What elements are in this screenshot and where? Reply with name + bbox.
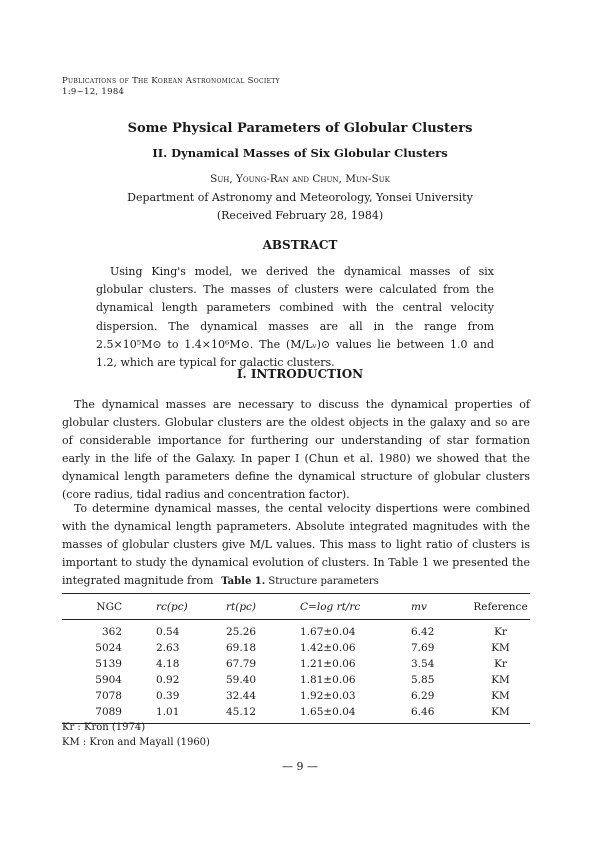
paper-subtitle: II. Dynamical Masses of Six Globular Clusters [152, 146, 448, 160]
received-date: (Received February 28, 1984) [216, 209, 384, 222]
table-cell: 5.85 [411, 674, 435, 686]
table-cell: 0.39 [156, 690, 180, 702]
table-row [62, 688, 530, 704]
structure-parameters-table [62, 593, 530, 724]
table-cell: 1.67±0.04 [300, 626, 356, 638]
table-row [62, 640, 530, 656]
table-cell: 1.81±0.06 [300, 674, 356, 686]
col-reference: Reference [473, 600, 528, 613]
table-cell: KM [491, 674, 510, 686]
journal-volume: 1:9~12, 1984 [62, 87, 125, 97]
table-caption-text: Structure parameters [268, 576, 379, 587]
table-cell: 25.26 [226, 626, 257, 638]
table-cell: 1.42±0.06 [300, 642, 356, 654]
table-row [62, 620, 530, 641]
table-row [62, 704, 530, 724]
table-header-row [62, 594, 530, 620]
col-rc: rc(pc) [156, 600, 188, 613]
table-cell: KM [491, 690, 510, 702]
table-cell: 0.92 [156, 674, 180, 686]
table-caption [0, 576, 600, 587]
col-ngc: NGC [96, 600, 122, 613]
table-cell: 1.21±0.06 [300, 658, 356, 670]
table-cell: 7078 [95, 690, 122, 702]
table-cell: 4.18 [156, 658, 180, 670]
journal-header [62, 76, 280, 98]
introduction-heading: I. INTRODUCTION [236, 367, 364, 381]
table-cell: 5904 [95, 674, 122, 686]
table-cell: 1.65±0.04 [300, 706, 356, 718]
table-cell: 45.12 [226, 706, 257, 718]
intro-paragraph-1: The dynamical masses are necessary to discuss the dynamical properties of globular clusters. Globular clusters are the oldest objects in the galaxy and so are of considerable importance for furthering our understanding of star formation early in the life of the Galaxy. In paper I (Chun et al. 1980) we showed that the dynamical length parameters define the dynamical structure of globular clusters (core radius, tidal radius and concentration factor). [62, 398, 530, 501]
abstract-text: Using King's model, we derived the dynamical masses of six globular clusters. The masses of clusters were calculated from the dynamical length parameters combined with the central velocity dispersion. The dynamical masses are all in the range from 2.5×10⁵M⊙ to 1.4×10⁶M⊙. The (M/Lᵥ)⊙ values lie between 1.0 and 1.2, which are typical for galactic clusters. [96, 265, 494, 370]
journal-name: Publications of The Korean Astronomical Society [62, 76, 280, 86]
table-cell: 7089 [95, 706, 122, 718]
paper-title: Some Physical Parameters of Globular Clusters [127, 121, 473, 136]
table-cell: 59.40 [226, 674, 257, 686]
table-note-km: KM : Kron and Mayall (1960) [62, 737, 210, 748]
abstract-heading: ABSTRACT [262, 238, 338, 252]
table-cell: 3.54 [411, 658, 435, 670]
table-cell: 5024 [95, 642, 122, 654]
table-cell: Kr [494, 626, 507, 638]
table-cell: 1.01 [156, 706, 180, 718]
table-row [62, 672, 530, 688]
table-cell: 7.69 [411, 642, 435, 654]
intro-paragraph-2: To determine dynamical masses, the cental velocity dispertions were combined with the dynamical length paprameters. Absolute integrated magnitudes with the masses of globular clusters give M/L values. This mass to light ratio of clusters is important to study the dynamical evolution of clusters. In Table 1 we presented the integrated magnitude from [62, 502, 530, 587]
table-note-kr: Kr : Kron (1974) [62, 722, 146, 733]
table-cell: 1.92±0.03 [300, 690, 356, 702]
table-cell: 69.18 [226, 642, 257, 654]
table-cell: 362 [101, 626, 122, 638]
page-number: — 9 — [282, 760, 318, 773]
table-cell: Kr [494, 658, 507, 670]
table-cell: 2.63 [156, 642, 180, 654]
table-row [62, 656, 530, 672]
table-cell: KM [491, 642, 510, 654]
table-cell: 5139 [95, 658, 122, 670]
col-c: C=log rt/rc [300, 600, 361, 613]
table-cell: 67.79 [226, 658, 257, 670]
table-cell: 32.44 [226, 690, 257, 702]
col-mv: mv [411, 600, 427, 613]
table-caption-label: Table 1. [221, 576, 266, 587]
authors: Suh, Young-Ran and Chun, Mun-Suk [210, 173, 390, 185]
table-cell: 6.42 [411, 626, 435, 638]
affiliation: Department of Astronomy and Meteorology, Yonsei University [127, 191, 473, 204]
table-cell: 0.54 [156, 626, 180, 638]
col-rt: rt(pc) [226, 600, 257, 613]
table-cell: KM [491, 706, 510, 718]
table-cell: 6.46 [411, 706, 435, 718]
table-cell: 6.29 [411, 690, 435, 702]
